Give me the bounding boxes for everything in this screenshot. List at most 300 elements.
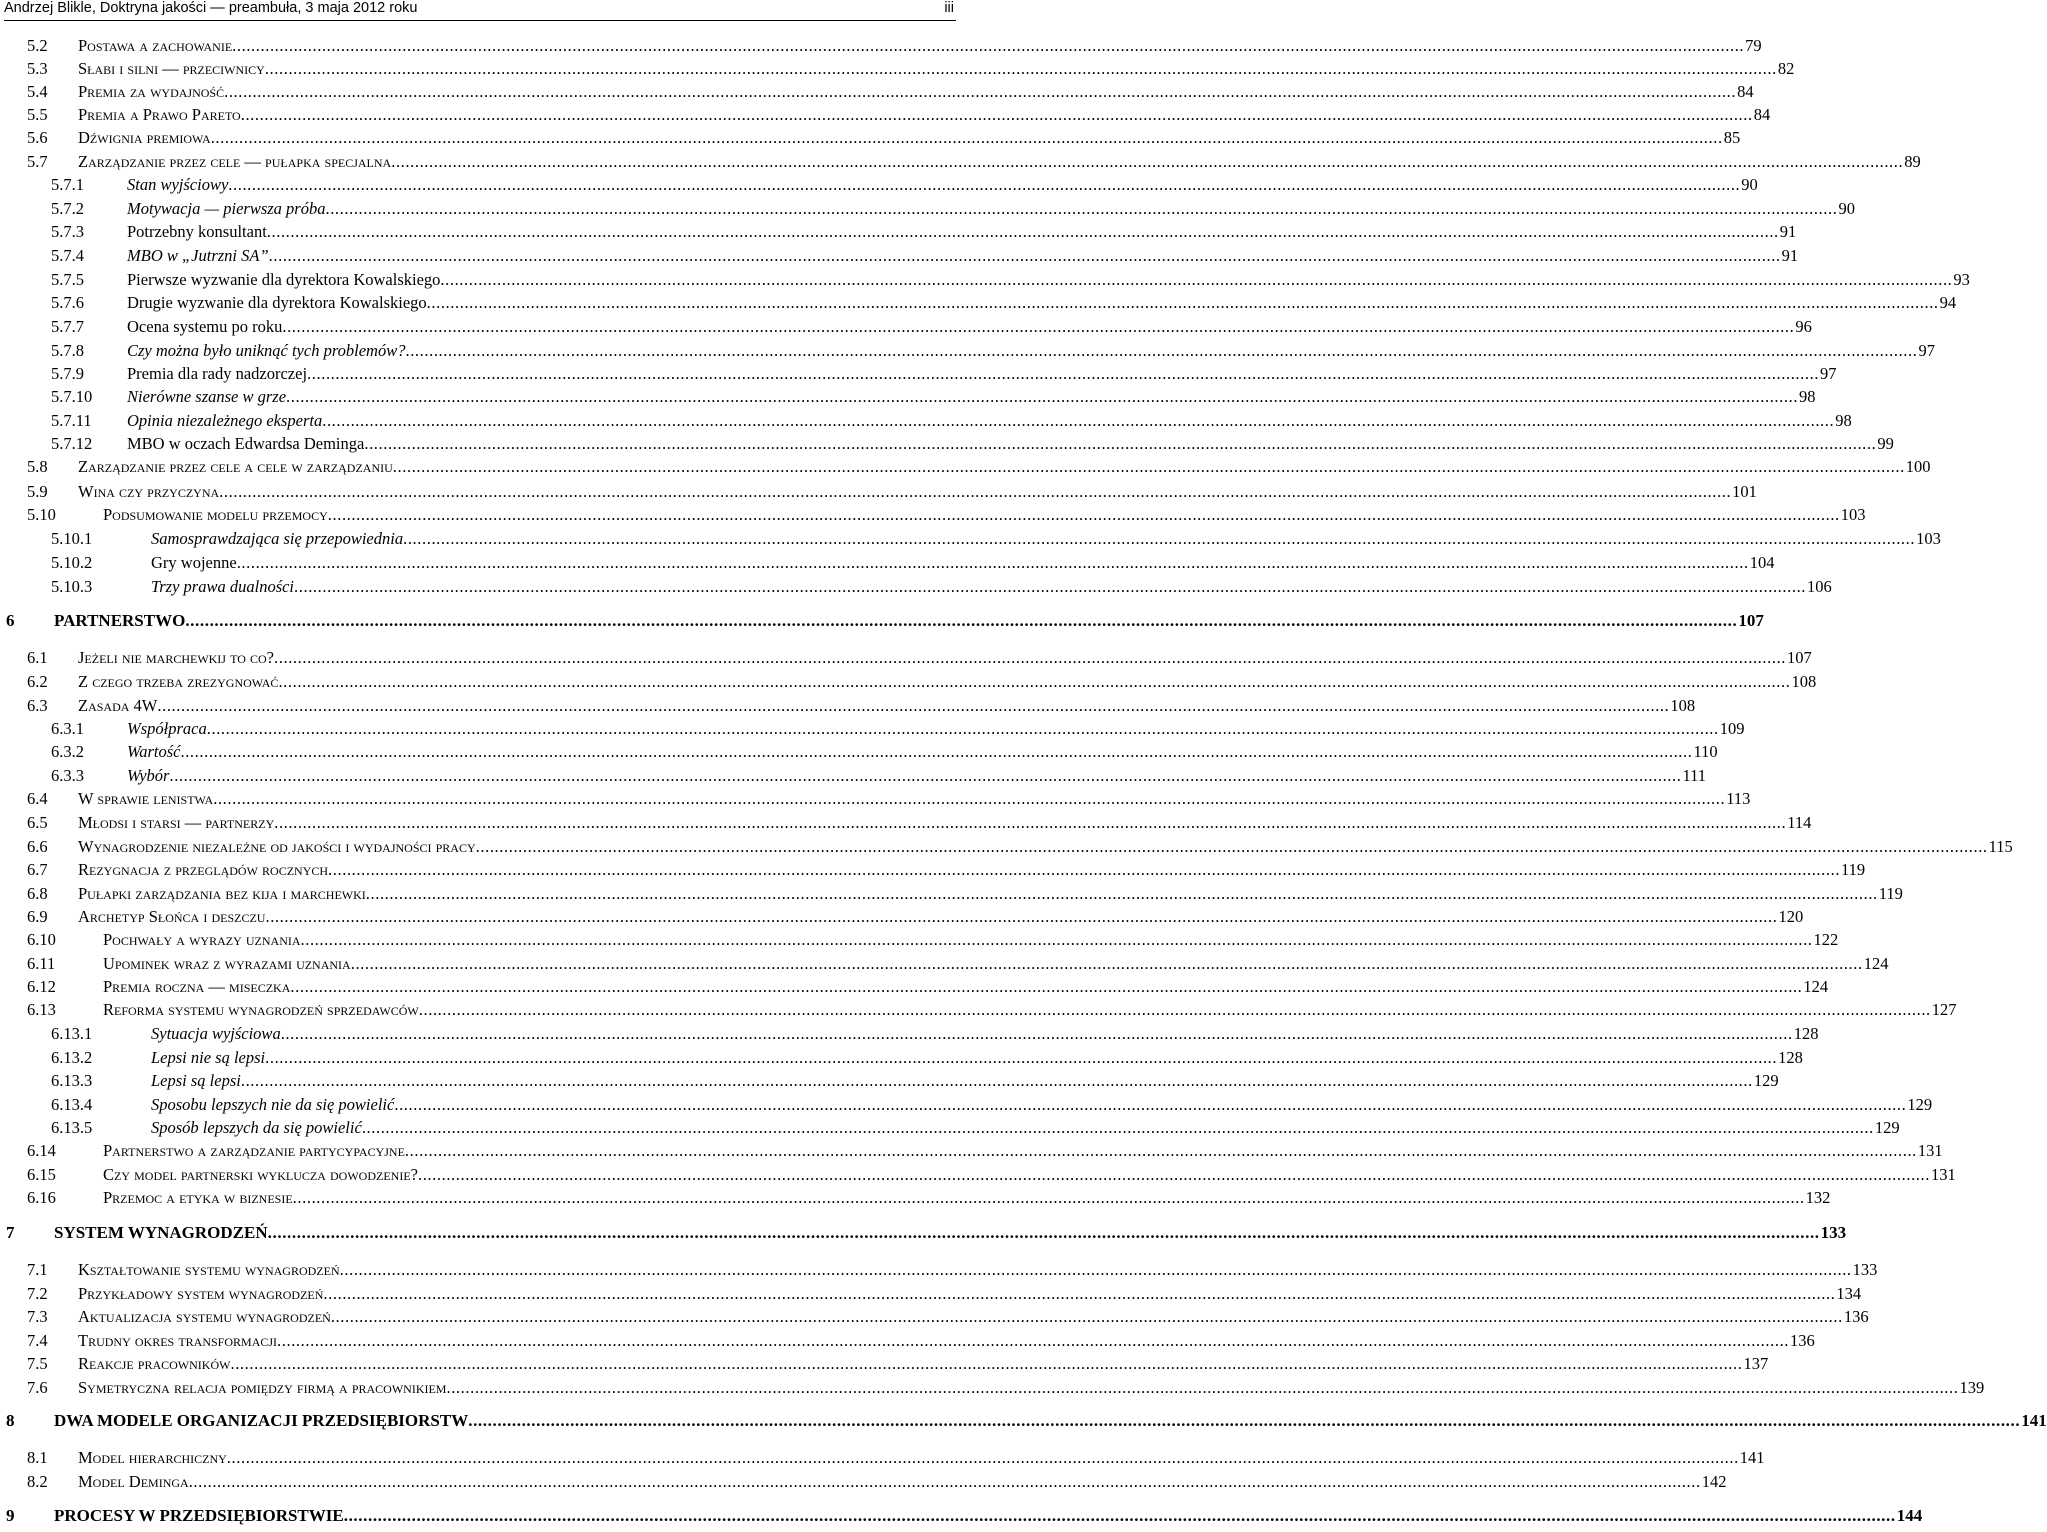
toc-entry-title: Trudny okres transformacji — [78, 1331, 278, 1350]
toc-entry[interactable] — [27, 953, 1889, 975]
toc-entry-page: 107 — [1787, 648, 1812, 667]
toc-entry[interactable] — [27, 456, 1931, 478]
toc-entry[interactable] — [27, 1377, 1985, 1399]
toc-entry-page: 129 — [1907, 1095, 1933, 1114]
toc-entry-title: Wynagrodzenie niezależne od jakości i wydajności pracy — [78, 837, 476, 856]
toc-dot-leader — [207, 718, 1719, 740]
toc-entry-title: Symetryczna relacja pomiędzy firmą a pracownikiem — [78, 1378, 447, 1397]
toc-entry-title: Zarządzanie przez cele a cele w zarządzaniu — [78, 457, 393, 476]
toc-dot-leader — [274, 647, 1786, 669]
toc-entry-number: 6.3.3 — [51, 766, 84, 785]
toc-entry-number: 6.4 — [27, 789, 48, 808]
toc-dot-leader — [169, 765, 1681, 787]
toc-entry-number: 6.13.3 — [51, 1071, 93, 1090]
toc-entry-number: 5.7 — [27, 152, 48, 171]
toc-entry-page: 120 — [1778, 907, 1804, 926]
toc-entry-title: Reforma systemu wynagrodzeń sprzedawców — [103, 1000, 419, 1019]
toc-entry-page: 115 — [1988, 837, 2013, 856]
toc-entry-page: 90 — [1838, 199, 1855, 218]
toc-entry[interactable] — [51, 363, 1837, 385]
toc-entry-title: Pierwsze wyzwanie dla dyrektora Kowalskiego — [127, 270, 441, 289]
toc-dot-leader — [331, 1306, 1843, 1328]
toc-entry[interactable] — [27, 1140, 1943, 1162]
toc-entry-title: Motywacja — pierwsza próba — [127, 199, 326, 218]
toc-entry-page: 82 — [1777, 59, 1795, 78]
toc-dot-leader — [290, 976, 1802, 998]
toc-dot-leader — [230, 1353, 1742, 1375]
toc-dot-leader — [180, 741, 1692, 763]
toc-entry[interactable] — [27, 883, 1903, 905]
toc-entry[interactable] — [51, 198, 1855, 220]
toc-entry[interactable] — [51, 1094, 1933, 1116]
toc-entry-title: Nierówne szanse w grze — [127, 387, 287, 406]
toc-entry-title: Model Deminga — [78, 1472, 189, 1491]
toc-entry-title: Model hierarchiczny — [78, 1448, 227, 1467]
toc-entry[interactable] — [27, 35, 1762, 57]
toc-dot-leader — [241, 1070, 1753, 1092]
toc-entry-page: 107 — [1738, 611, 1764, 630]
toc-chapter-entry[interactable] — [6, 1505, 1923, 1527]
toc-dot-leader — [366, 883, 1878, 905]
toc-entry-title: Premia za wydajność — [78, 82, 225, 101]
toc-entry-number: 6.5 — [27, 813, 48, 832]
toc-entry-page: 129 — [1874, 1118, 1900, 1137]
toc-entry-number: 5.7.3 — [51, 222, 84, 241]
toc-entry-page: 90 — [1741, 175, 1758, 194]
toc-entry-title: Sytuacja wyjściowa — [151, 1024, 281, 1043]
toc-entry-title: Ocena systemu po roku — [127, 317, 283, 336]
toc-entry-page: 114 — [1787, 813, 1812, 832]
toc-entry-number: 5.7.9 — [51, 364, 84, 383]
toc-entry-number: 6.14 — [27, 1141, 56, 1160]
toc-dot-leader — [323, 1283, 1835, 1305]
toc-dot-leader — [440, 269, 1952, 291]
toc-dot-leader — [265, 58, 1777, 80]
header-title: Andrzej Blikle, Doktryna jakości — preambuła, 3 maja 2012 roku — [4, 0, 418, 16]
toc-entry-number: 6.11 — [27, 954, 56, 973]
toc-entry-title: W sprawie lenistwa — [78, 789, 214, 808]
toc-entry[interactable] — [27, 836, 2013, 858]
toc-dot-leader — [293, 1187, 1805, 1209]
toc-dot-leader — [211, 127, 1723, 149]
toc-entry-number: 5.7.12 — [51, 434, 93, 453]
toc-entry-title: MBO w oczach Edwardsa Deminga — [127, 434, 365, 453]
toc-entry[interactable] — [51, 292, 1957, 314]
toc-entry[interactable] — [51, 528, 1941, 550]
toc-entry-title: Czy model partnerski wyklucza dowodzenie? — [103, 1165, 418, 1184]
toc-entry-page: 144 — [1896, 1506, 1923, 1525]
toc-entry-title: Przykładowy system wynagrodzeń — [78, 1284, 324, 1303]
toc-entry-page: 85 — [1723, 128, 1741, 147]
toc-entry-number: 7.6 — [27, 1378, 48, 1397]
toc-entry-page: 133 — [1852, 1260, 1878, 1279]
toc-entry-page: 124 — [1803, 977, 1829, 996]
toc-entry-number: 5.9 — [27, 482, 48, 501]
toc-entry-number: 5.7.8 — [51, 341, 84, 360]
toc-entry-number: 6.13.5 — [51, 1118, 93, 1137]
toc-entry-page: 89 — [1904, 152, 1921, 171]
toc-dot-leader — [185, 610, 1737, 632]
toc-entry-title: SYSTEM WYNAGRODZEŃ — [54, 1223, 268, 1242]
toc-entry-title: Drugie wyzwanie dla dyrektora Kowalskiego — [127, 293, 427, 312]
toc-entry-page: 84 — [1753, 105, 1771, 124]
toc-entry-page: 133 — [1820, 1223, 1847, 1242]
toc-entry-title: Zasada 4W — [78, 696, 158, 715]
toc-entry[interactable] — [27, 695, 1696, 717]
toc-dot-leader — [405, 340, 1917, 362]
toc-entry[interactable] — [51, 718, 1745, 740]
toc-entry-title: Potrzebny konsultant — [127, 222, 267, 241]
toc-dot-leader — [301, 929, 1813, 951]
toc-entry-number: 6.13.2 — [51, 1048, 93, 1067]
toc-entry-title: Zarządzanie przez cele — pułapka specjalna — [78, 152, 392, 171]
toc-entry[interactable] — [27, 58, 1795, 80]
toc-entry-title: Aktualizacja systemu wynagrodzeń — [78, 1307, 331, 1326]
toc-entry[interactable] — [27, 481, 1757, 503]
toc-entry-number: 6.12 — [27, 977, 56, 996]
toc-entry-page: 97 — [1918, 341, 1935, 360]
toc-entry[interactable] — [27, 999, 1957, 1021]
toc-entry-title: Reakcje pracowników — [78, 1354, 231, 1373]
toc-entry-page: 108 — [1670, 696, 1696, 715]
toc-entry[interactable] — [27, 671, 1817, 693]
toc-entry-number: 6.6 — [27, 837, 48, 856]
toc-entry[interactable] — [27, 929, 1839, 951]
toc-entry-page: 94 — [1939, 293, 1957, 312]
toc-entry-page: 129 — [1753, 1071, 1779, 1090]
toc-dot-leader — [282, 316, 1794, 338]
toc-entry-title: Dźwignia premiowa — [78, 128, 211, 147]
toc-dot-leader — [265, 906, 1777, 928]
toc-entry-page: 136 — [1843, 1307, 1869, 1326]
toc-entry-number: 7.1 — [27, 1260, 48, 1279]
header-page-number: iii — [944, 0, 954, 16]
toc-entry-number: 9 — [6, 1506, 15, 1525]
toc-dot-leader — [476, 836, 1988, 858]
toc-entry-page: 122 — [1813, 930, 1839, 949]
toc-entry-number: 6.3.2 — [51, 742, 84, 761]
toc-entry-title: Stan wyjściowy — [127, 175, 229, 194]
toc-entry-number: 5.10.3 — [51, 577, 93, 596]
toc-entry[interactable] — [27, 1164, 1956, 1186]
toc-entry-page: 128 — [1793, 1024, 1819, 1043]
toc-entry[interactable] — [27, 151, 1921, 173]
toc-entry-number: 6.1 — [27, 648, 48, 667]
toc-entry-number: 6.16 — [27, 1188, 56, 1207]
toc-entry-page: 91 — [1781, 246, 1799, 265]
toc-entry-title: Wartość — [127, 742, 181, 761]
toc-entry-title: Rezygnacja z przeglądów rocznych — [78, 860, 329, 879]
toc-entry[interactable] — [51, 340, 1935, 362]
toc-dot-leader — [189, 1471, 1701, 1493]
toc-entry-page: 91 — [1779, 222, 1797, 241]
toc-entry[interactable] — [27, 859, 1866, 881]
toc-entry[interactable] — [27, 81, 1754, 103]
toc-dot-leader — [241, 104, 1753, 126]
toc-entry-title: Premia dla rady nadzorczej — [127, 364, 308, 383]
toc-entry-title: Przemoc a etyka w biznesie — [103, 1188, 293, 1207]
toc-dot-leader — [228, 174, 1740, 196]
toc-entry-number: 6.13.4 — [51, 1095, 93, 1114]
toc-entry-number: 5.7.6 — [51, 293, 84, 312]
toc-dot-leader — [394, 1094, 1906, 1116]
toc-entry-number: 6.3 — [27, 696, 48, 715]
toc-entry-title: Pochwały a wyrazy uznania — [103, 930, 301, 949]
toc-entry-title: PARTNERSTWO — [54, 611, 186, 630]
toc-entry[interactable] — [51, 1023, 1819, 1045]
toc-entry-page: 110 — [1693, 742, 1718, 761]
toc-entry[interactable] — [51, 1117, 1900, 1139]
toc-entry-page: 119 — [1878, 884, 1903, 903]
toc-entry-title: Pułapki zarządzania bez kija i marchewki — [78, 884, 366, 903]
toc-dot-leader — [237, 552, 1749, 574]
toc-entry-number: 5.7.11 — [51, 411, 92, 430]
toc-entry-page: 136 — [1790, 1331, 1815, 1350]
toc-entry-page: 134 — [1836, 1284, 1862, 1303]
toc-entry-number: 5.8 — [27, 457, 48, 476]
toc-entry[interactable] — [51, 316, 1812, 338]
toc-entry-number: 5.7.4 — [51, 246, 84, 265]
toc-entry-title: Sposób lepszych da się powielić — [151, 1118, 362, 1137]
toc-entry-title: Sposobu lepszych nie da się powielić — [151, 1095, 395, 1114]
toc-entry-number: 5.10.2 — [51, 553, 93, 572]
toc-dot-leader — [286, 386, 1798, 408]
toc-dot-leader — [294, 576, 1806, 598]
toc-entry-page: 103 — [1840, 505, 1866, 524]
toc-entry-title: Samosprawdzająca się przepowiednia — [151, 529, 404, 548]
toc-entry-number: 6.10 — [27, 930, 56, 949]
toc-entry[interactable] — [27, 812, 1812, 834]
toc-entry[interactable] — [51, 269, 1970, 291]
toc-entry-number: 5.10 — [27, 505, 56, 524]
toc-dot-leader — [468, 1410, 2020, 1432]
toc-entry-page: 93 — [1953, 270, 1970, 289]
toc-entry-number: 5.10.1 — [51, 529, 93, 548]
toc-entry-number: 6.9 — [27, 907, 48, 926]
toc-entry-page: 127 — [1931, 1000, 1957, 1019]
toc-entry-number: 8.2 — [27, 1472, 48, 1491]
toc-entry[interactable] — [51, 1070, 1779, 1092]
toc-entry-page: 131 — [1930, 1165, 1956, 1184]
toc-dot-leader — [344, 1505, 1896, 1527]
toc-entry-page: 139 — [1959, 1378, 1985, 1397]
toc-entry-page: 108 — [1791, 672, 1817, 691]
toc-entry-page: 100 — [1905, 457, 1931, 476]
toc-entry-page: 104 — [1749, 553, 1775, 572]
toc-entry-title: PROCESY W PRZEDSIĘBIORSTWIE — [54, 1506, 344, 1525]
toc-dot-leader — [403, 528, 1915, 550]
toc-entry[interactable] — [27, 1259, 1878, 1281]
toc-dot-leader — [213, 788, 1725, 810]
toc-dot-leader — [267, 221, 1779, 243]
toc-entry-page: 103 — [1916, 529, 1941, 548]
toc-chapter-entry[interactable] — [6, 1222, 1847, 1244]
toc-dot-leader — [322, 410, 1834, 432]
toc-chapter-entry[interactable] — [6, 1410, 2047, 1432]
toc-entry[interactable] — [27, 976, 1829, 998]
toc-entry-page: 98 — [1835, 411, 1852, 430]
toc-entry-page: 124 — [1863, 954, 1889, 973]
toc-entry-title: Opinia niezależnego eksperta — [127, 411, 323, 430]
toc-chapter-entry[interactable] — [6, 610, 1764, 632]
toc-entry[interactable] — [27, 127, 1741, 149]
toc-entry-page: 106 — [1807, 577, 1832, 596]
toc-entry-title: Słabi i silni — przeciwnicy — [78, 59, 265, 78]
toc-entry-number: 6.7 — [27, 860, 48, 879]
toc-entry-page: 141 — [2021, 1411, 2047, 1430]
toc-entry-number: 7.2 — [27, 1284, 48, 1303]
toc-entry-title: Lepsi są lepsi — [151, 1071, 241, 1090]
toc-entry[interactable] — [27, 1353, 1769, 1375]
toc-entry[interactable] — [51, 552, 1775, 574]
toc-entry-title: Archetyp Słońca i deszczu — [78, 907, 266, 926]
toc-entry-page: 84 — [1737, 82, 1754, 101]
toc-entry[interactable] — [27, 788, 1751, 810]
toc-entry-page: 131 — [1917, 1141, 1943, 1160]
toc-dot-leader — [281, 1023, 1793, 1045]
toc-entry[interactable] — [27, 1447, 1765, 1469]
toc-entry-page: 79 — [1745, 36, 1762, 55]
toc-dot-leader — [328, 859, 1840, 881]
toc-entry[interactable] — [51, 386, 1816, 408]
toc-entry-number: 7.5 — [27, 1354, 48, 1373]
toc-entry-page: 142 — [1701, 1472, 1727, 1491]
toc-entry-title: Podsumowanie modelu przemocy — [103, 505, 328, 524]
toc-dot-leader — [364, 433, 1876, 455]
toc-dot-leader — [427, 292, 1939, 314]
toc-dot-leader — [362, 1117, 1874, 1139]
toc-entry-number: 5.4 — [27, 82, 48, 101]
toc-dot-leader — [391, 151, 1903, 173]
toc-entry-page: 96 — [1795, 317, 1812, 336]
toc-dot-leader — [405, 1140, 1917, 1162]
toc-dot-leader — [219, 481, 1731, 503]
toc-entry-number: 8.1 — [27, 1448, 48, 1467]
toc-entry[interactable] — [51, 765, 1707, 787]
toc-entry-number: 7.4 — [27, 1331, 48, 1350]
toc-entry-page: 128 — [1778, 1048, 1803, 1067]
toc-entry-title: Lepsi nie są lepsi — [151, 1048, 266, 1067]
toc-dot-leader — [268, 1222, 1820, 1244]
toc-entry-page: 137 — [1743, 1354, 1769, 1373]
toc-entry-title: DWA MODELE ORGANIZACJI PRZEDSIĘBIORSTW — [54, 1411, 469, 1430]
toc-entry[interactable] — [27, 1306, 1869, 1328]
toc-entry-title: Czy można było uniknąć tych problemów? — [127, 341, 406, 360]
toc-entry-number: 6.13 — [27, 1000, 56, 1019]
toc-entry-number: 7.3 — [27, 1307, 48, 1326]
toc-entry-title: Upominek wraz z wyrazami uznania — [103, 954, 351, 973]
toc-entry-title: Wina czy przyczyna — [78, 482, 220, 501]
toc-entry-number: 5.7.7 — [51, 317, 84, 336]
toc-entry-number: 5.2 — [27, 36, 48, 55]
toc-entry[interactable] — [27, 504, 1866, 526]
toc-entry-number: 5.3 — [27, 59, 48, 78]
toc-dot-leader — [418, 1164, 1930, 1186]
toc-dot-leader — [328, 504, 1840, 526]
toc-entry-page: 109 — [1719, 719, 1745, 738]
toc-entry-page: 113 — [1726, 789, 1751, 808]
toc-entry-number: 6 — [6, 611, 15, 630]
toc-dot-leader — [232, 35, 1744, 57]
toc-entry[interactable] — [27, 1330, 1815, 1352]
toc-entry[interactable] — [51, 1047, 1803, 1069]
toc-entry-number: 7 — [6, 1223, 15, 1242]
toc-dot-leader — [227, 1447, 1739, 1469]
toc-entry[interactable] — [27, 1283, 1862, 1305]
toc-entry-number: 6.2 — [27, 672, 48, 691]
toc-dot-leader — [325, 198, 1837, 220]
toc-entry-number: 5.7.1 — [51, 175, 84, 194]
toc-entry[interactable] — [27, 1471, 1727, 1493]
toc-entry-number: 5.7.10 — [51, 387, 93, 406]
toc-entry-number: 6.3.1 — [51, 719, 84, 738]
toc-dot-leader — [351, 953, 1863, 975]
toc-dot-leader — [224, 81, 1736, 103]
toc-entry-title: Premia roczna — miseczka — [103, 977, 291, 996]
toc-entry-number: 5.6 — [27, 128, 48, 147]
toc-entry-number: 6.13.1 — [51, 1024, 93, 1043]
toc-dot-leader — [265, 1047, 1777, 1069]
toc-entry-page: 111 — [1682, 766, 1707, 785]
toc-entry[interactable] — [51, 433, 1894, 455]
toc-entry-number: 8 — [6, 1411, 15, 1430]
toc-entry-title: Premia a Prawo Pareto — [78, 105, 241, 124]
toc-entry-title: Kształtowanie systemu wynagrodzeń — [78, 1260, 340, 1279]
toc-entry-title: Partnerstwo a zarządzanie partycypacyjne — [103, 1141, 405, 1160]
toc-entry-page: 132 — [1805, 1188, 1831, 1207]
toc-dot-leader — [269, 245, 1781, 267]
toc-entry-page: 98 — [1799, 387, 1816, 406]
toc-entry-page: 99 — [1877, 434, 1894, 453]
toc-entry-number: 6.15 — [27, 1165, 56, 1184]
toc-dot-leader — [278, 671, 1790, 693]
toc-entry[interactable] — [51, 576, 1832, 598]
toc-entry-title: Gry wojenne — [151, 553, 237, 572]
toc-entry[interactable] — [27, 647, 1812, 669]
toc-dot-leader — [274, 812, 1786, 834]
toc-entry-page: 97 — [1820, 364, 1837, 383]
toc-dot-leader — [393, 456, 1905, 478]
toc-dot-leader — [277, 1330, 1789, 1352]
toc-entry-title: Postawa a zachowanie — [78, 36, 233, 55]
toc-entry-page: 101 — [1732, 482, 1757, 501]
toc-dot-leader — [307, 363, 1819, 385]
toc-entry[interactable] — [51, 410, 1852, 432]
toc-dot-leader — [419, 999, 1931, 1021]
toc-entry[interactable] — [51, 741, 1718, 763]
toc-entry[interactable] — [51, 245, 1799, 267]
toc-entry-number: 5.5 — [27, 105, 48, 124]
toc-entry-title: MBO w „Jutrzni SA” — [127, 246, 269, 265]
toc-entry-page: 119 — [1841, 860, 1866, 879]
toc-entry[interactable] — [27, 104, 1771, 126]
toc-entry-number: 6.8 — [27, 884, 48, 903]
toc-entry[interactable] — [27, 1187, 1831, 1209]
toc-entry-title: Współpraca — [127, 719, 207, 738]
toc-entry-title: Młodsi i starsi — partnerzy — [78, 813, 275, 832]
toc-entry-page: 141 — [1739, 1448, 1765, 1467]
toc-entry[interactable] — [27, 906, 1804, 928]
toc-entry[interactable] — [51, 221, 1797, 243]
toc-dot-leader — [340, 1259, 1852, 1281]
toc-entry-number: 5.7.5 — [51, 270, 84, 289]
toc-entry-title: Jeżeli nie marchewkij to co? — [78, 648, 275, 667]
toc-entry-title: Z czego trzeba zrezygnować — [78, 672, 279, 691]
toc-dot-leader — [446, 1377, 1958, 1399]
toc-entry[interactable] — [51, 174, 1758, 196]
toc-entry-title: Wybór — [127, 766, 170, 785]
toc-dot-leader — [157, 695, 1669, 717]
